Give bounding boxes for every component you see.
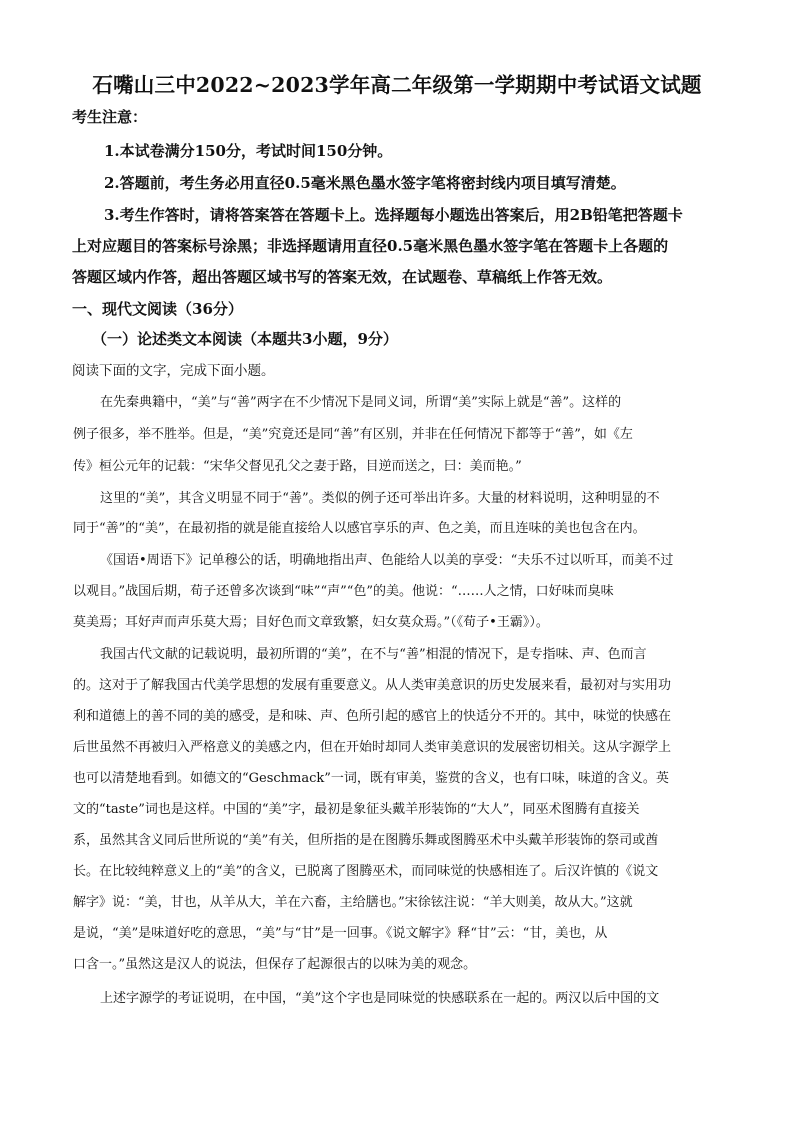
passage-line: 例子很多，举不胜举。但是，“美”究竟还是同“善”有区别，并非在任何情况下都等于“善”，如《左 [73,427,633,442]
section-heading: 一、现代文阅读（36分） [72,300,243,318]
passage-line: 以观目。”战国后期，荀子还曾多次谈到“味”“声”“色”的美。他说：“……人之情，口好味而臭味 [73,584,614,599]
passage-line: 也可以清楚地看到。如德文的“Geschmack”一词，既有审美，鉴赏的含义，也有口味，味道的含义。英 [73,771,669,786]
passage-line: 我国古代文献的记载说明，最初所谓的“美”，在不与“善”相混的情况下，是专指味、声、色而言 [100,647,647,662]
passage-line: 传》桓公元年的记载：“宋华父督见孔父之妻于路，目逆而送之，曰：美而艳。” [73,459,522,474]
passage-line: 利和道德上的善不同的美的感受，是和味、声、色所引起的感官上的快适分不开的。其中，味觉的快感在 [73,709,672,724]
passage-line: 这里的“美”，其含义明显不同于“善”。类似的例子还可举出许多。大量的材料说明，这种明显的不 [100,491,660,506]
passage-line: 同于“善”的“美”，在最初指的就是能直接给人以感官享乐的声、色之美，而且连味的美也包含在内。 [73,521,646,536]
notice-item: 2.答题前，考生务必用直径0.5毫米黑色墨水签字笔将密封线内项目填写清楚。 [104,174,626,192]
passage-line: 解字》说：“美，甘也，从羊从大，羊在六畜，主给膳也。”宋徐铉注说：“羊大则美，故从大。”这就 [73,895,633,910]
reading-instruction: 阅读下面的文字，完成下面小题。 [72,363,275,379]
notice-item: 3.考生作答时，请将答案答在答题卡上。选择题每小题选出答案后，用2B铅笔把答题卡 [104,206,683,224]
passage-line: 文的“taste”词也是这样。中国的“美”字，最初是象征头戴羊形装饰的“大人”，同巫术图腾有直接关 [73,802,640,817]
passage-line: 上述字源学的考证说明，在中国，“美”这个字也是同味觉的快感联系在一起的。两汉以后中国的文 [100,991,660,1006]
passage-line: 口含一。”虽然这是汉人的说法，但保存了起源很古的以味为美的观念。 [73,957,477,972]
passage-line: 在先秦典籍中，“美”与“善”两字在不少情况下是同义词，所谓“美”实际上就是“善”。这样的 [100,395,622,410]
passage-line: 后世虽然不再被归入严格意义的美感之内，但在开始时却同人类审美意识的发展密切相关。这从字源学上 [73,740,672,755]
notice-item: 1.本试卷满分150分，考试时间150分钟。 [104,142,393,160]
passage-line: 是说，“美”是味道好吃的意思，“美”与“甘”是一回事。《说文解字》释“甘”云：“甘，美也，从 [73,926,608,941]
passage-line: 《国语•周语下》记单穆公的话，明确地指出声、色能给人以美的享受：“夫乐不过以听耳，而美不过 [100,553,674,568]
exam-title: 石嘴山三中2022~2023学年高二年级第一学期期中考试语文试题 [92,73,702,97]
notice-item: 答题区域内作答，超出答题区域书写的答案无效，在试题卷、草稿纸上作答无效。 [72,268,613,286]
subsection-heading: （一）论述类文本阅读（本题共3小题，9分） [92,330,398,348]
notice-heading: 考生注意： [72,108,148,126]
notice-item: 上对应题目的答案标号涂黑；非选择题请用直径0.5毫米黑色墨水签字笔在答题卡上各题的 [72,237,669,255]
passage-line: 系，虽然其含义同后世所说的“美”有关，但所指的是在图腾乐舞或图腾巫术中头戴羊形装饰的祭司或酋 [73,833,659,848]
passage-line: 的。这对于了解我国古代美学思想的发展有重要意义。从人类审美意识的历史发展来看，最初对与实用功 [73,678,672,693]
passage-line: 莫美焉；耳好声而声乐莫大焉；目好色而文章致繁，妇女莫众焉。”（《荀子•王霸》）。 [73,615,549,630]
passage-line: 长。在比较纯粹意义上的“美”的含义，已脱离了图腾巫术，而同味觉的快感相连了。后汉许慎的《说文 [73,864,659,879]
